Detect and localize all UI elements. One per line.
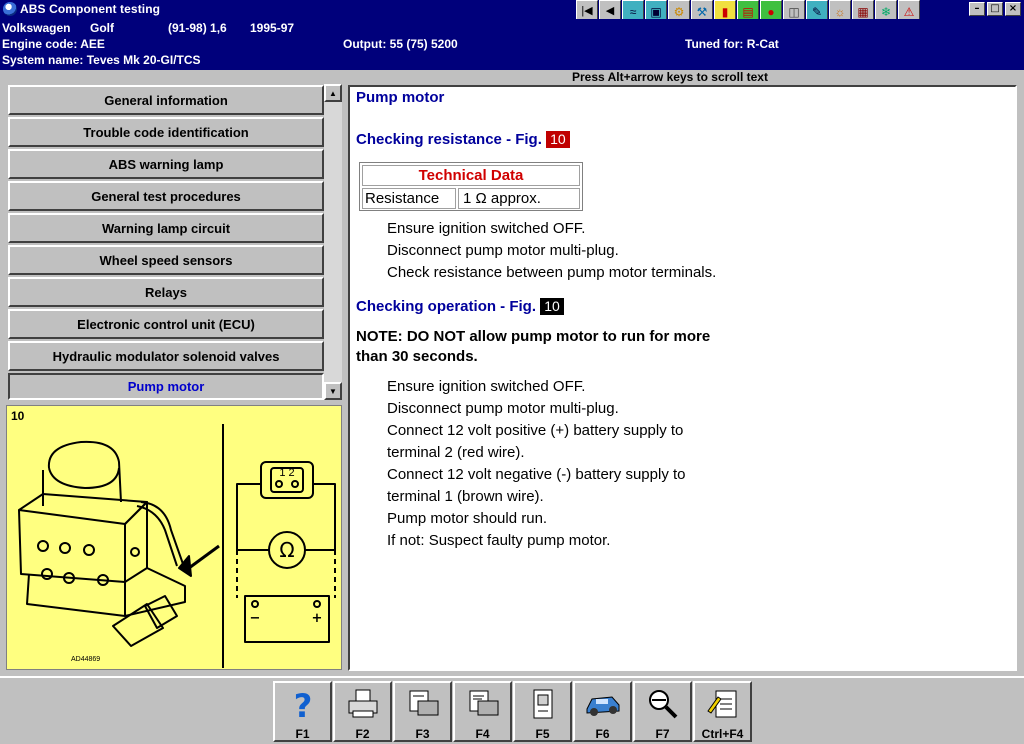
operation-step: Ensure ignition switched OFF.	[387, 378, 586, 395]
operation-step: terminal 1 (brown wire).	[387, 488, 544, 505]
print-preview-icon	[404, 687, 442, 721]
app-icon	[3, 2, 17, 16]
page-title: Pump motor	[356, 89, 445, 106]
topic-menu	[6, 84, 342, 400]
wiring-icon[interactable]: ≈	[622, 0, 644, 23]
resistance-step: Disconnect pump motor multi-plug.	[387, 242, 619, 259]
operation-heading-text: Checking operation - Fig.	[356, 298, 537, 315]
f2-print-button[interactable]: F2	[333, 681, 392, 742]
vehicle-info	[0, 19, 1024, 70]
resistance-heading-text: Checking resistance - Fig.	[356, 131, 542, 148]
f6-vehicle-button[interactable]: F6	[573, 681, 632, 742]
window-title: ABS Component testing	[20, 2, 161, 16]
window-controls	[969, 2, 1021, 16]
back-icon[interactable]: ◀	[599, 0, 621, 23]
print-page-icon	[464, 687, 502, 721]
f4-print-page-button[interactable]: F4	[453, 681, 512, 742]
f3-print-preview-button[interactable]: F3	[393, 681, 452, 742]
lamp-icon[interactable]: ☼	[829, 0, 851, 23]
notes-icon	[704, 687, 742, 721]
menu-item-general-test-procedures[interactable]: General test procedures	[8, 181, 324, 211]
f5-component-button[interactable]: F5	[513, 681, 572, 742]
connector-pin-labels: 1 2	[279, 467, 295, 479]
menu-item-ecu[interactable]: Electronic control unit (ECU)	[8, 309, 324, 339]
component-location-icon[interactable]: ⚙	[668, 0, 690, 23]
operation-step: Connect 12 volt positive (+) battery supply to	[387, 422, 684, 439]
scroll-down-icon[interactable]: ▼	[324, 382, 342, 400]
scroll-up-icon[interactable]: ▲	[324, 84, 342, 102]
technical-data-header: Technical Data	[362, 165, 580, 186]
vehicle-years: (91-98) 1,6	[168, 21, 227, 35]
menu-item-general-information[interactable]: General information	[8, 85, 324, 115]
pump-motor-diagram	[7, 406, 342, 670]
menu-item-abs-warning-lamp[interactable]: ABS warning lamp	[8, 149, 324, 179]
operation-step: terminal 2 (red wire).	[387, 444, 525, 461]
vehicle-make: Volkswagen	[2, 21, 71, 35]
component-icon	[524, 687, 562, 721]
f1-help-button[interactable]: ? F1	[273, 681, 332, 742]
technical-data-value: 1 Ω approx.	[458, 188, 580, 209]
printer-icon	[344, 687, 382, 721]
technical-data-table	[359, 162, 583, 211]
resistance-fig-link[interactable]: 10	[546, 131, 570, 148]
car-icon	[584, 687, 622, 721]
figure-panel	[6, 405, 342, 670]
technical-data-label: Resistance	[362, 188, 456, 209]
operation-step: Pump motor should run.	[387, 510, 548, 527]
fuse-icon[interactable]: ▤	[737, 0, 759, 23]
note-line: NOTE: DO NOT allow pump motor to run for more	[356, 328, 711, 345]
warning-triangle-icon[interactable]: ⚠	[898, 0, 920, 23]
figure-number: 10	[11, 409, 25, 423]
function-key-bar	[0, 676, 1024, 744]
scroll-hint: Press Alt+arrow keys to scroll text	[572, 70, 768, 84]
close-button[interactable]: ×	[1005, 2, 1021, 16]
resistance-step: Check resistance between pump motor terminals.	[387, 264, 717, 281]
operation-step: If not: Suspect faulty pump motor.	[387, 532, 611, 549]
operation-step: Connect 12 volt negative (-) battery supply to	[387, 466, 686, 483]
fault-code-icon[interactable]: ✎	[806, 0, 828, 23]
operation-heading	[356, 298, 564, 315]
content-panel[interactable]	[348, 85, 1017, 671]
battery-icon[interactable]: ▮	[714, 0, 736, 23]
ctrl-f4-notes-button[interactable]: Ctrl+F4	[693, 681, 752, 742]
motor-symbol: Ω	[279, 538, 295, 562]
maximize-button[interactable]: □	[987, 2, 1003, 16]
tuned-for: Tuned for: R-Cat	[685, 37, 779, 51]
settings-icon[interactable]: ▦	[852, 0, 874, 23]
menu-item-trouble-code-identification[interactable]: Trouble code identification	[8, 117, 324, 147]
resistance-step: Ensure ignition switched OFF.	[387, 220, 586, 237]
ecu-icon[interactable]: ▣	[645, 0, 667, 23]
minimize-button[interactable]: –	[969, 2, 985, 16]
operation-fig-link[interactable]: 10	[540, 298, 564, 315]
battery-plus-label: +	[311, 611, 323, 626]
zoom-icon	[644, 687, 682, 721]
menu-scrollbar[interactable]	[324, 84, 342, 400]
note-line: than 30 seconds.	[356, 348, 478, 365]
engine-code: Engine code: AEE	[2, 37, 105, 51]
climate-icon[interactable]: ❄	[875, 0, 897, 23]
svg-text:?: ?	[293, 687, 313, 721]
engine-output: Output: 55 (75) 5200	[343, 37, 458, 51]
service-icon[interactable]: ⚒	[691, 0, 713, 23]
menu-item-relays[interactable]: Relays	[8, 277, 324, 307]
first-icon[interactable]: |◀	[576, 0, 598, 23]
battery-minus-label: −	[249, 611, 261, 626]
car-check-icon[interactable]: ●	[760, 0, 782, 23]
f7-zoom-button[interactable]: F7	[633, 681, 692, 742]
resistance-heading	[356, 131, 570, 148]
menu-item-warning-lamp-circuit[interactable]: Warning lamp circuit	[8, 213, 324, 243]
figure-code: AD44869	[71, 656, 101, 663]
menu-item-hydraulic-modulator-solenoid-valves[interactable]: Hydraulic modulator solenoid valves	[8, 341, 324, 371]
menu-item-pump-motor[interactable]: Pump motor	[8, 373, 324, 400]
system-name: System name: Teves Mk 20-GI/TCS	[2, 53, 201, 67]
operation-step: Disconnect pump motor multi-plug.	[387, 400, 619, 417]
help-icon	[284, 687, 322, 721]
vehicle-model: Golf	[90, 21, 114, 35]
menu-item-wheel-speed-sensors[interactable]: Wheel speed sensors	[8, 245, 324, 275]
timing-icon[interactable]: ◫	[783, 0, 805, 23]
title-bar	[0, 0, 1024, 19]
vehicle-range: 1995-97	[250, 21, 295, 35]
